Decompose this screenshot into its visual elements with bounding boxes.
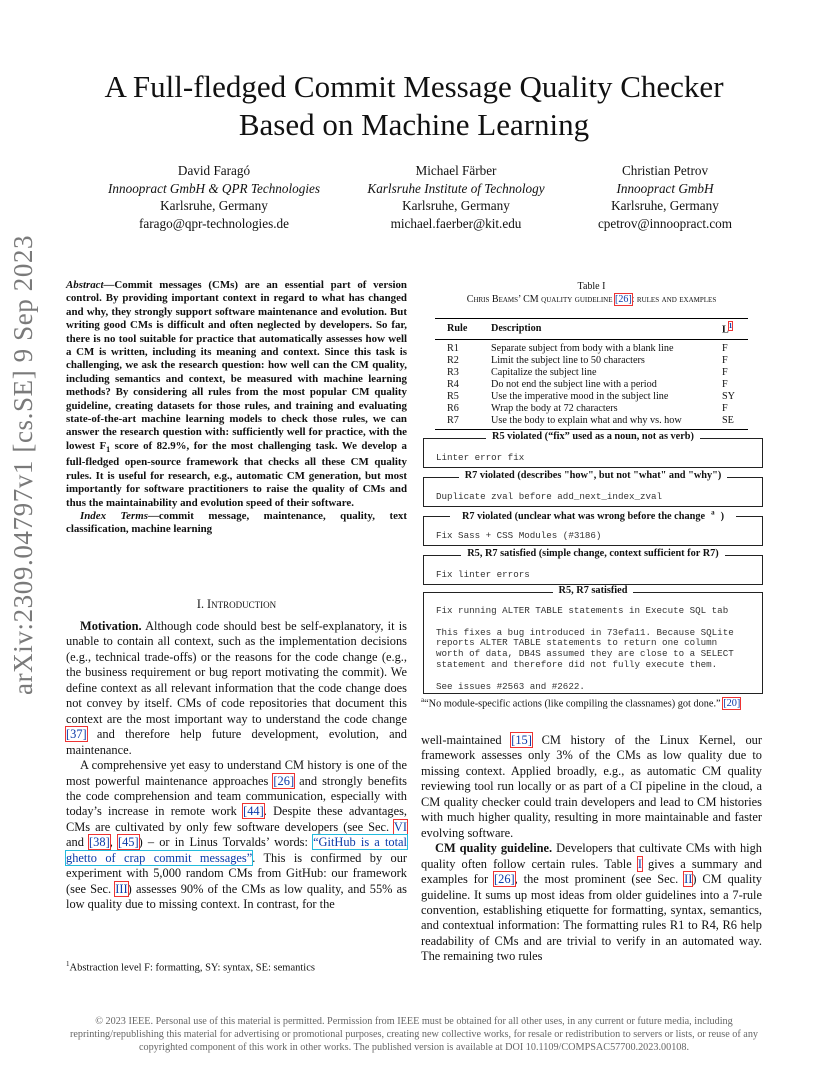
intro-column (66, 619, 407, 913)
example-box (423, 431, 763, 468)
citation-link[interactable]: [26] (614, 293, 632, 305)
text-span: “No module-specific actions (like compiling the classnames) got done.” (424, 698, 724, 710)
text-span: and (66, 835, 90, 850)
citation-link[interactable]: [20] (723, 698, 741, 710)
author-email: farago@qpr-technologies.de (139, 215, 289, 231)
table-row (435, 415, 748, 430)
arxiv-identifier: arXiv:2309.04797v1 [cs.SE] 9 Sep 2023 (8, 234, 38, 695)
text-span: ) (715, 511, 730, 522)
table-title (421, 294, 762, 307)
author-location: Karlsruhe, Germany (402, 198, 510, 213)
right-paragraph-2 (421, 841, 762, 965)
author-affiliation: Innoopract GmbH (616, 180, 714, 196)
example-heading: R5, R7 satisfied (553, 585, 634, 596)
table-cell: R6 (447, 403, 459, 415)
table-cell: F (722, 355, 728, 367)
text-span: gives a summary and examples for (421, 856, 762, 887)
example-code: Fix Sass + CSS Modules (#3186) (436, 530, 602, 541)
table-cell: R3 (447, 367, 459, 379)
table-cell: Separate subject from body with a blank line (491, 343, 674, 355)
guideline-lead: CM quality guideline. (435, 841, 553, 856)
text-span: . Despite these advantages, CMs are cultivated by only few software developers (see Sec. (66, 804, 407, 834)
footnote-link[interactable]: 1 (728, 322, 733, 330)
paper-title (0, 68, 828, 144)
abstract-text-end: score of 82.9%, for the most challenging task. We develop a full-fledged open-source framework that checks all these CM quality rules. It is useful for research, e.g., automatic CM generation, but most importantly for software practitioners to raise the quality of CMs and thus the maintainability and evolution speed of their software. (66, 439, 407, 509)
author-email: michael.faerber@kit.edu (390, 215, 522, 231)
author-location: Karlsruhe, Germany (611, 198, 719, 213)
table-cell: F (722, 403, 728, 415)
table-cell: R2 (447, 355, 459, 367)
example-code: Linter error fix (436, 452, 525, 463)
example-box (423, 509, 763, 546)
citation-link[interactable]: [37] (66, 727, 87, 742)
copyright-notice: © 2023 IEEE. Personal use of this material is permitted. Permission from IEEE must be obtained for all other uses, in any current or future media, including reprinting/republishing this material for advertising or promotional purposes, creating new collective works, for resale or redistribution to servers or lists, or reuse of any copyrighted component of this work in other works. The published version is available at DOI 10.1109/COMPSAC57700.2023.00108. (69, 1016, 759, 1053)
table-row (435, 367, 748, 379)
table-caption (421, 281, 762, 306)
citation-link[interactable]: [38] (89, 835, 110, 850)
table-header-row (435, 319, 748, 340)
table-cell: Limit the subject line to 50 characters (491, 355, 645, 367)
section-heading: I. Introduction (196, 597, 277, 611)
index-terms-label: Index Terms (80, 510, 148, 523)
citation-link[interactable]: [26] (273, 773, 295, 788)
text-span: ) assesses 90% of the CMs as low quality, and 55% as low quality due to missing context. In contrast, for the (66, 881, 407, 912)
title-line-2: Based on Machine Learning (238, 107, 590, 142)
table-row (435, 379, 748, 391)
footnote-mark: a (421, 696, 425, 704)
table-cell: F (722, 367, 728, 379)
abstract-subscript: 1 (106, 445, 111, 455)
example-code: Fix linter errors (436, 569, 530, 580)
table-row (435, 355, 748, 367)
table-cell: SE (722, 415, 748, 430)
intro-paragraph-1 (66, 619, 407, 758)
motivation-lead: Motivation. (80, 619, 142, 633)
author-name: Michael Färber (415, 163, 497, 178)
quote-link[interactable]: “GitHub is a total ghetto of crap commit messages” (66, 835, 407, 865)
table-row (435, 340, 748, 356)
author-name: Christian Petrov (621, 163, 709, 178)
table-cell: Do not end the subject line with a period (491, 379, 657, 391)
text-span: , (109, 835, 118, 850)
abstract (66, 279, 407, 537)
citation-link[interactable]: [44] (243, 804, 264, 819)
citation-link[interactable]: [15] (511, 733, 532, 747)
author-block-2 (356, 162, 556, 232)
text-span: CM history of the Linux Kernel, our framework assesses only 3% of the CMs as low quality due to missing context. Applied broadly, e.g., as automatic CM quality reviewing tool run locally or as part of a CI pipeline in the cloud, a CM quality checker could train developers and lead to CM histories with much higher quality, resulting in more maintainable and faster evolving software. (421, 733, 762, 840)
table-cell: Use the body to explain what and why vs. how (491, 415, 722, 430)
text-span: Although code should best be self-explanatory, it is unable to contain all context, such as the implementation decisions (e.g., technical trade-offs) or the reasons for the code change (e.g., the business requirement or bug report motivating the commit). We define context as all relevant information that the code change does not convey by itself. CMs of code repositories that document this context are the most important way to understand the code change (66, 619, 407, 726)
example-box (423, 470, 763, 507)
example-box (423, 548, 763, 585)
example-heading: R5 violated (“fix” used as a noun, not as verb) (486, 431, 700, 442)
example-heading (450, 511, 736, 522)
header-description: Description (491, 319, 722, 340)
text-span: A comprehensive yet easy to understand CM history is one of the most powerful maintenance approaches (66, 758, 407, 788)
author-affiliation: Karlsruhe Institute of Technology (367, 180, 545, 196)
citation-link[interactable]: [26] (494, 872, 515, 887)
footnote-mark: a (711, 509, 715, 517)
rules-table (435, 318, 748, 430)
text-span: , the most prominent (see Sec. (514, 872, 685, 887)
example-heading: R7 violated (describes "how", but not "what" and "why") (459, 470, 728, 481)
header-rule: Rule (435, 319, 491, 340)
title-line-1: A Full-fledged Commit Message Quality Checker (104, 69, 724, 104)
abstract-text: —Commit messages (CMs) are an essential part of version control. By providing important context in regard to what has changed and why, they strongly support software maintenance and evolution. But writing good CMs is difficult and often neglected by developers. So far, there is no tool suitable for practice that automatically assesses how well a CM is written, including its meaning and context. Since this task is challenging, we ask the research question: how well can the CM quality, including semantics and context, be measured with machine learning methods? By considering all rules from the most popular CM quality guideline, creating datasets for those rules, and training and evaluating state-of-the-art machine learning models to check those rules, we can answer the research question with: sufficiently well for practice, with the lowest F (66, 279, 407, 452)
right-column-text (421, 733, 762, 965)
example-heading: R5, R7 satisfied (simple change, context sufficient for R7) (461, 548, 724, 559)
author-block-1 (96, 162, 332, 232)
example-box (423, 585, 763, 694)
text-span: . This is confirmed by our experiment with 5,000 random CMs from GitHub: our framework (see Sec. (66, 850, 408, 896)
author-location: Karlsruhe, Germany (160, 198, 268, 213)
table-cell: SY (722, 391, 736, 403)
table-link[interactable]: I (637, 856, 642, 871)
table-cell: R5 (447, 391, 459, 403)
table-cell: R7 (435, 415, 491, 430)
text-span: ) – or in Linus Torvalds’ words: (138, 835, 314, 850)
text-span: ) CM quality guideline. It sums up most ideas from older guidelines into a 7-rule convention, establishing etiquette for formatting, syntax, semantics, and contextual information: The formatting rules R1 to R4, R6 help readability of CMs and are trivial to verify in an automated way. The remaining two rules (421, 872, 762, 964)
text-span: and strongly benefits the code comprehension and team communication, especially with today’s increase in remote work (66, 773, 407, 819)
footnote (66, 960, 315, 974)
table-cell: Capitalize the subject line (491, 367, 597, 379)
table-row (435, 391, 748, 403)
author-email: cpetrov@innoopract.com (597, 215, 733, 231)
example-code: Fix running ALTER TABLE statements in Execute SQL tab This fixes a bug introduced in 73efa11. Because SQLite reports ALTER TABLE statements to return one column worth of data, DB4S assumed they are close to a SELECT statement and therefore did not fully execute them. See issues #2563 and #2622. (436, 605, 734, 692)
text-span: Chris Beams’ CM quality guideline (466, 293, 615, 305)
citation-link[interactable]: [45] (117, 835, 139, 850)
text-span: : rules and examples (631, 293, 717, 305)
author-block-3 (580, 162, 750, 232)
table-cell: R1 (447, 343, 459, 355)
section-link[interactable]: II (684, 872, 693, 887)
footnote-text: Abstraction level F: formatting, SY: syntax, SE: semantics (69, 962, 315, 974)
text-span: R7 violated (unclear what was wrong before the change (456, 511, 711, 522)
abstract-label: Abstract (66, 279, 104, 291)
example-code: Duplicate zval before add_next_index_zval (436, 491, 663, 502)
table-row (435, 403, 748, 415)
table-cell: R4 (447, 379, 459, 391)
text-span: L (722, 324, 729, 336)
table-label: Table I (577, 281, 606, 292)
right-paragraph-1 (421, 733, 762, 841)
text-span: well-maintained (421, 733, 512, 747)
header-level (722, 319, 748, 340)
table-cell: Wrap the body at 72 characters (491, 403, 618, 415)
text-span: and therefore help future development, evolution, and maintenance. (66, 727, 407, 757)
table-cell: F (722, 343, 728, 355)
table-cell: Use the imperative mood in the subject line (491, 391, 669, 403)
table-cell: F (722, 379, 728, 391)
section-link[interactable]: III (115, 881, 128, 896)
table-footnote (421, 696, 740, 709)
author-name: David Faragó (177, 163, 251, 178)
author-affiliation: Innoopract GmbH & QPR Technologies (108, 180, 320, 196)
footnote-mark: 1 (66, 960, 70, 968)
text-span: Developers that cultivate CMs with high quality often follow certain rules. Table (421, 841, 762, 871)
intro-paragraph-2 (66, 758, 407, 913)
section-link[interactable]: VI (393, 819, 407, 834)
index-terms: —commit message, maintenance, quality, text classification, machine learning (66, 510, 407, 536)
